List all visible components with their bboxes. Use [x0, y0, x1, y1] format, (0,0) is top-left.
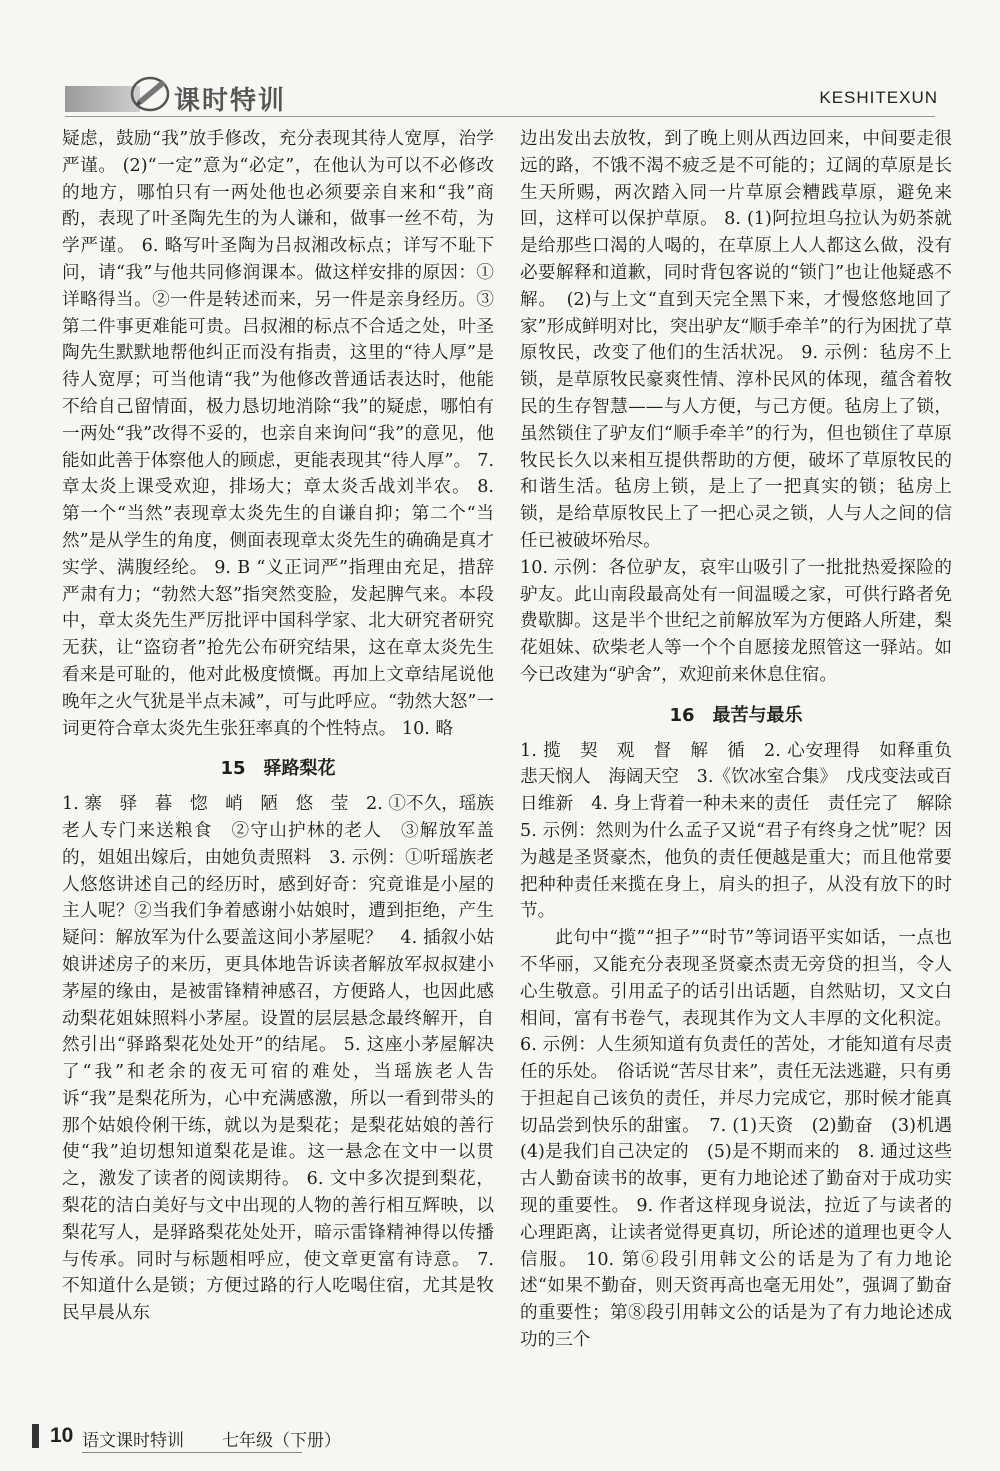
answer-paragraph: 1. 揽 契 观 督 解 循 2. 心安理得 如释重负 悲天悯人 海阔天空 3.《饮冰室合集》 戊戌变法或百日维新 4. 身上背着一种未来的责任 责任完了 解除 5. 示例：然则为什么孟子又说“君子有终身之忧”呢？因为越是圣贤豪杰，他负的责任便越是重大；而且他常要把种种责任来揽在身上，肩头的担子，从没有放下的时节。	[520, 740, 970, 922]
right-column	[520, 126, 970, 1354]
logo-text: 课时特训	[174, 86, 287, 116]
answer-paragraph: 疑虑，鼓励“我”放手修改，充分表现其待人宽厚，治学严谨。 (2)“一定”意为“必定”，在他认为可以不必修改的地方，哪怕只有一两处他也必须要亲自来和“我”商酌，表现了叶圣陶先生的为人谦和，做事一丝不苟，为学严谨。 6. 略写叶圣陶为吕叔湘改标点；详写不耻下问，请“我”与他共同修润课本。做这样安排的原因：①详略得当。②一件是转述而来，另一件是亲身经历。③第二件事更难能可贵。吕叔湘的标点不合适之处，叶圣陶先生默默地帮他纠正而没有指责，这里的“待人厚”是待人宽厚；可当他请“我”为他修改普通话表达时，他能不给自己留情面，极力恳切地消除“我”的疑虑，哪怕有一两处“我”改得不妥的，也亲自来询问“我”的意见，他能如此善于体察他人的顾虑，更能表现其“待人厚”。 7. 章太炎上课受欢迎，排场大；章太炎舌战刘半农。 8. 第一个“当然”表现章太炎先生的自谦自抑；第二个“当然”是从学生的角度，侧面表现章太炎先生的确确是真才实学、满腹经纶。 9. B “义正词严”指理由充足，措辞严肃有力；“勃然大怒”指突然变脸，发起脾气来。本段中，章太炎先生严厉批评中国科学家、北大研究者研究无获，让“盗窃者”抢先公布研究结果，这在章太炎先生看来是可耻的，他对此极度愤慨。再加上文章结尾说他晚年之火气犹是半点未减”，可与此呼应。“勃然大怒”一词更符合章太炎先生张狂率真的个性特点。 10. 略	[62, 129, 494, 739]
left-column	[62, 126, 494, 1327]
answer-paragraph: 10. 示例：各位驴友，哀牢山吸引了一批批热爱探险的驴友。此山南段最高处有一间温暖之家，可供行路者免费歇脚。这是半个世纪之前解放军为方便路人所建，梨花姐妹、砍柴老人等一个个自愿接龙照管这一驿站。如今已改建为“驴舍”，欢迎前来休息住宿。	[520, 557, 952, 685]
answer-paragraph: 此句中“揽”“担子”“时节”等词语平实如话，一点也不华丽，又能充分表现圣贤豪杰责无旁贷的担当，令人心生敬意。引用孟子的话引出话题，自然贴切，又文白相间，富有书卷气，表现其作为文人丰厚的文化积淀。 6. 示例：人生须知道有负责任的苦处，才能知道有尽责任的乐处。 俗话说“苦尽甘来”，责任无法逃避，只有勇于担起自己该负的责任，并尽力完成它，那时候才能真切品尝到快乐的甜蜜。 7. (1)天资 (2)勤奋 (3)机遇 (4)是我们自己决定的 (5)是不期而来的 8. 通过这些古人勤奋读书的故事，更有力地论述了勤奋对于成功实现的重要性。 9. 作者这样现身说法，拉近了与读者的心理距离，让读者觉得更真切，所论述的道理也更令人信服。 10. 第⑥段引用韩文公的话是为了有力地论述“如果不勤奋，则天资再高也毫无用处”，强调了勤奋的重要性；第⑧段引用韩文公的话是为了有力地论述成功的三个	[520, 928, 970, 1351]
header-divider	[65, 116, 935, 117]
answer-paragraph: 1. 寨 驿 暮 惚 峭 陋 悠 莹 2. ①不久，瑶族老人专门来送粮食 ②守山护林的老人 ③解放军盖的，姐姐出嫁后，由她负责照料 3. 示例：①听瑶族老人悠悠讲述自己的经历时，感到好奇：究竟谁是小屋的主人呢？②当我们争着感谢小姑娘时，遭到拒绝，产生疑问：解放军为什么要盖这间小茅屋呢？ 4. 插叙小姑娘讲述房子的来历，更具体地告诉读者解放军叔叔建小茅屋的缘由，是被雷锋精神感召，方便路人，也因此感动梨花姐妹照料小茅屋。设置的层层悬念最终解开，自然引出“驿路梨花处处开”的结尾。 5. 这座小茅屋解决了“我”和老余的夜无可宿的难处，当瑶族老人告诉“我”是梨花所为，心中充满感激，所以一看到带头的那个姑娘伶俐干练，就以为是梨花；是梨花姑娘的善行使“我”迫切想知道梨花是谁。这一悬念在文中一以贯之，激发了读者的阅读期待。 6. 文中多次提到梨花，梨花的洁白美好与文中出现的人物的善行相互辉映，以梨花写人，是驿路梨花处处开，暗示雷锋精神得以传播与传承。同时与标题相呼应，使文章更富有诗意。 7. 不知道什么是锁；方便过路的行人吃喝住宿，尤其是牧民早晨从东	[62, 794, 494, 1324]
page-header	[0, 0, 1000, 125]
section-title-15: 15 驿路梨花	[220, 758, 336, 780]
answer-paragraph: 边出发出去放牧，到了晚上则从西边回来，中间要走很远的路，不饿不渴不疲乏是不可能的；辽阔的草原是长生天所赐，两次踏入同一片草原会糟践草原，避免来回，这样可以保护草原。 8. (1)阿拉坦乌拉认为奶茶就是给那些口渴的人喝的，在草原上人人都这么做，没有必要解释和道歉，同时背包客说的“锁门”也让他疑惑不解。 (2)与上文“直到天完全黑下来，才慢悠悠地回了家”形成鲜明对比，突出驴友“顺手牵羊”的行为困扰了草原牧民，改变了他们的生活状况。 9. 示例：毡房不上锁，是草原牧民豪爽性情、淳朴民风的体现，蕴含着牧民的生存智慧——与人方便，与己方便。毡房上了锁，虽然锁住了驴友们“顺手牵羊”的行为，但也锁住了草原牧民长久以来相互提供帮助的方便，破坏了草原牧民的和谐生活。毡房上锁，是上了一把真实的锁；毡房上锁，是给草原牧民上了一把心灵之锁，人与人之间的信任已被破坏殆尽。	[520, 129, 952, 551]
footer-marker	[32, 1424, 39, 1448]
pen-logo-icon	[128, 70, 174, 114]
page-footer	[0, 1418, 1000, 1458]
book-title: 语文课时特训	[82, 1431, 184, 1451]
page-number: 10	[50, 1424, 74, 1447]
site-code: KESHITEXUN	[819, 88, 938, 107]
footer-underline	[82, 1452, 302, 1453]
section-title-16: 16 最苦与最乐	[669, 704, 803, 726]
grade-label: 七年级（下册）	[222, 1431, 341, 1451]
